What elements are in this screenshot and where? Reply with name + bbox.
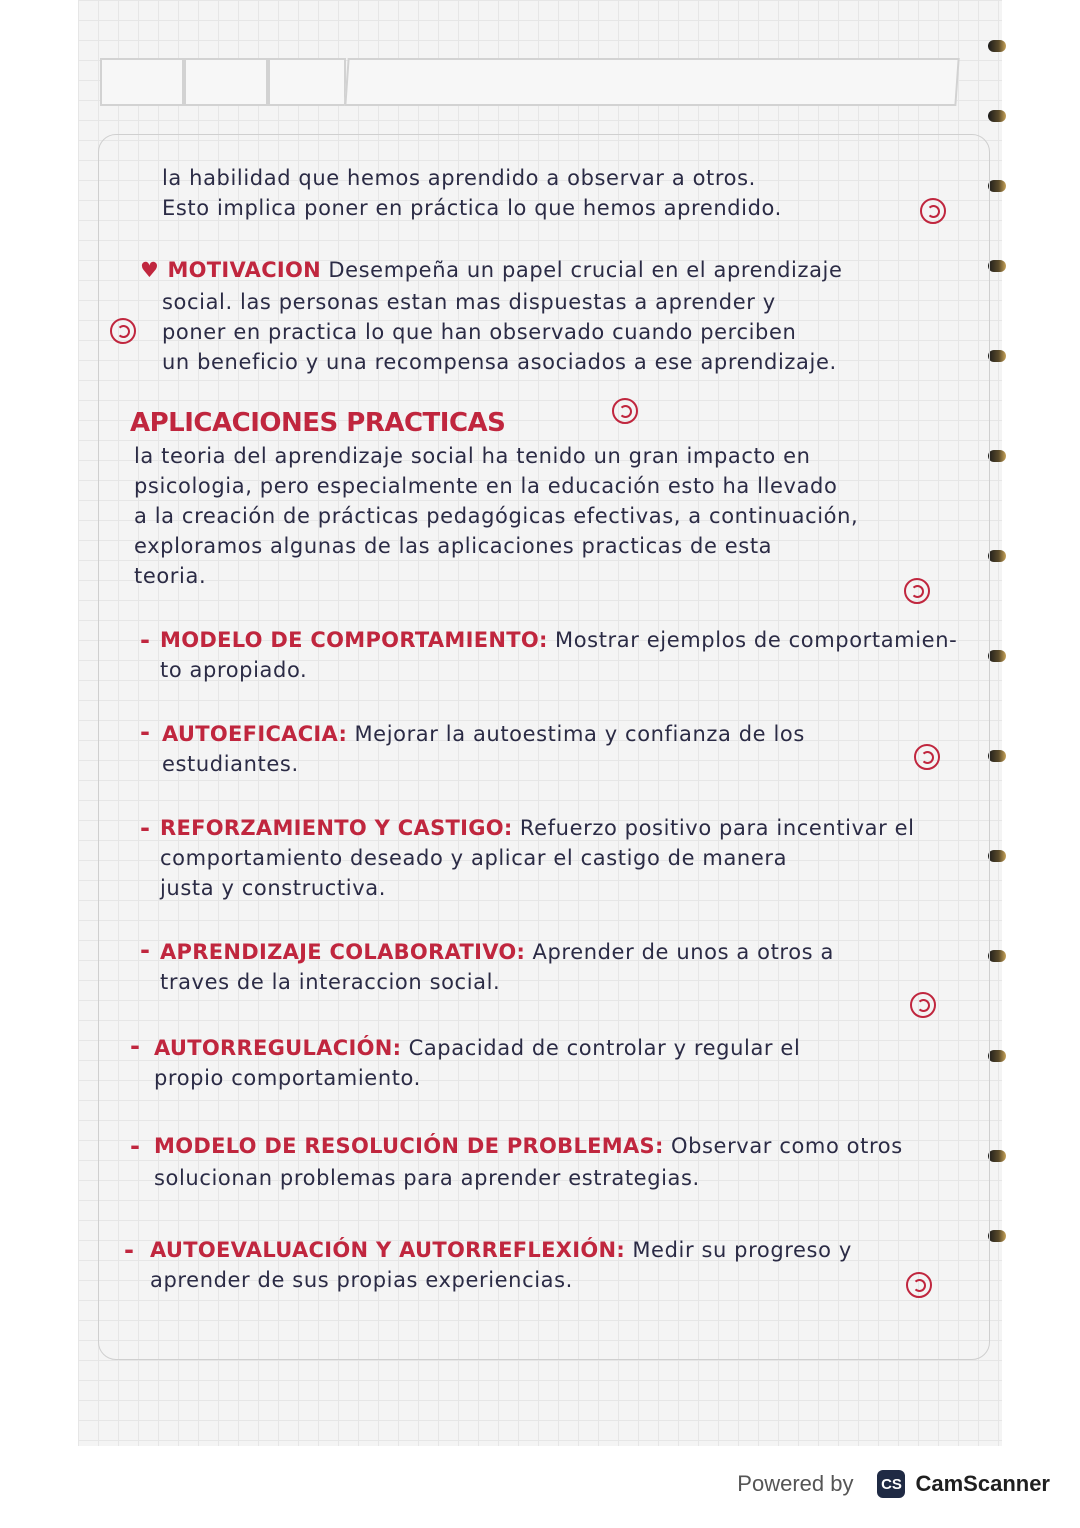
ring-icon — [988, 850, 1006, 862]
spiral-doodle-icon — [904, 578, 930, 604]
ring-icon — [988, 350, 1006, 362]
item-term: AUTOEVALUACIÓN Y AUTORREFLEXIÓN: — [150, 1238, 626, 1262]
item-term: MODELO DE COMPORTAMIENTO: — [160, 628, 548, 652]
text-line: social. las personas estan mas dispuestas a aprender y — [162, 290, 776, 314]
camscanner-footer — [737, 1470, 1050, 1498]
section-title: APLICACIONES PRACTICAS — [130, 408, 506, 438]
text-line: psicologia, pero especialmente en la educación esto ha llevado — [134, 474, 838, 498]
text-line: aprender de sus propias experiencias. — [150, 1268, 573, 1292]
heart-bullet-icon: ♥ — [140, 258, 160, 282]
item-line — [162, 722, 805, 746]
header-title-box — [344, 58, 959, 106]
motivation-label: MOTIVACION — [167, 258, 322, 282]
ring-icon — [988, 950, 1006, 962]
item-term: REFORZAMIENTO Y CASTIGO: — [160, 816, 513, 840]
powered-by-text: Powered by — [737, 1471, 854, 1496]
item-text: Observar como otros — [670, 1134, 903, 1158]
text-line: justa y constructiva. — [160, 876, 386, 900]
text-line: poner en practica lo que han observado cuando perciben — [162, 320, 797, 344]
camscanner-brand: CamScanner — [915, 1471, 1050, 1496]
spiral-doodle-icon — [910, 992, 936, 1018]
dash-bullet: - — [124, 1236, 134, 1264]
item-line — [160, 816, 915, 840]
ring-icon — [988, 750, 1006, 762]
text-line: estudiantes. — [162, 752, 299, 776]
item-text: Capacidad de controlar y regular el — [408, 1036, 801, 1060]
ring-icon — [988, 1150, 1006, 1162]
item-term: APRENDIZAJE COLABORATIVO: — [160, 940, 526, 964]
text-line: Esto implica poner en práctica lo que hemos aprendido. — [162, 196, 782, 220]
item-term: AUTORREGULACIÓN: — [154, 1036, 402, 1060]
date-box — [184, 58, 268, 106]
text-line: a la creación de prácticas pedagógicas efectivas, a continuación, — [134, 504, 859, 528]
item-term: MODELO DE RESOLUCIÓN DE PROBLEMAS: — [154, 1134, 664, 1158]
spiral-doodle-icon — [914, 744, 940, 770]
dash-bullet: - — [140, 626, 150, 654]
motivation-text: Desempeña un papel crucial en el aprendizaje — [328, 258, 843, 282]
dash-bullet: - — [140, 936, 150, 964]
ring-icon — [988, 260, 1006, 272]
camscanner-logo-icon: CS — [877, 1470, 905, 1498]
text-line: la teoria del aprendizaje social ha tenido un gran impacto en — [134, 444, 811, 468]
dash-bullet: - — [140, 718, 150, 746]
item-text: Aprender de unos a otros a — [532, 940, 834, 964]
ring-icon — [988, 650, 1006, 662]
text-line: to apropiado. — [160, 658, 308, 682]
spiral-doodle-icon — [612, 398, 638, 424]
text-line: teoria. — [134, 564, 207, 588]
item-line — [154, 1134, 903, 1158]
item-text: Medir su progreso y — [632, 1238, 852, 1262]
dash-bullet: - — [130, 1132, 140, 1160]
spiral-doodle-icon — [906, 1272, 932, 1298]
text-line: un beneficio y una recompensa asociados a ese aprendizaje. — [162, 350, 837, 374]
spiral-binding — [988, 30, 1012, 1250]
item-text: Mostrar ejemplos de comportamien- — [554, 628, 958, 652]
ring-icon — [988, 550, 1006, 562]
text-line: traves de la interaccion social. — [160, 970, 501, 994]
item-line — [154, 1036, 800, 1060]
item-text: Mejorar la autoestima y confianza de los — [354, 722, 805, 746]
text-line: exploramos algunas de las aplicaciones practicas de esta — [134, 534, 773, 558]
ring-icon — [988, 40, 1006, 52]
text-line: propio comportamiento. — [154, 1066, 421, 1090]
ring-icon — [988, 110, 1006, 122]
motivation-line — [140, 258, 843, 282]
ring-icon — [988, 180, 1006, 192]
spiral-doodle-icon — [110, 318, 136, 344]
text-line: solucionan problemas para aprender estrategias. — [154, 1166, 700, 1190]
ring-icon — [988, 1050, 1006, 1062]
text-line: la habilidad que hemos aprendido a observar a otros. — [162, 166, 756, 190]
ring-icon — [988, 1230, 1006, 1242]
dash-bullet: - — [140, 814, 150, 842]
date-box — [100, 58, 184, 106]
item-line — [150, 1238, 852, 1262]
date-box — [268, 58, 346, 106]
dash-bullet: - — [130, 1032, 140, 1060]
text-line: comportamiento deseado y aplicar el castigo de manera — [160, 846, 788, 870]
spiral-doodle-icon — [920, 198, 946, 224]
item-term: AUTOEFICACIA: — [162, 722, 348, 746]
item-line — [160, 628, 957, 652]
item-text: Refuerzo positivo para incentivar el — [519, 816, 915, 840]
ring-icon — [988, 450, 1006, 462]
item-line — [160, 940, 834, 964]
